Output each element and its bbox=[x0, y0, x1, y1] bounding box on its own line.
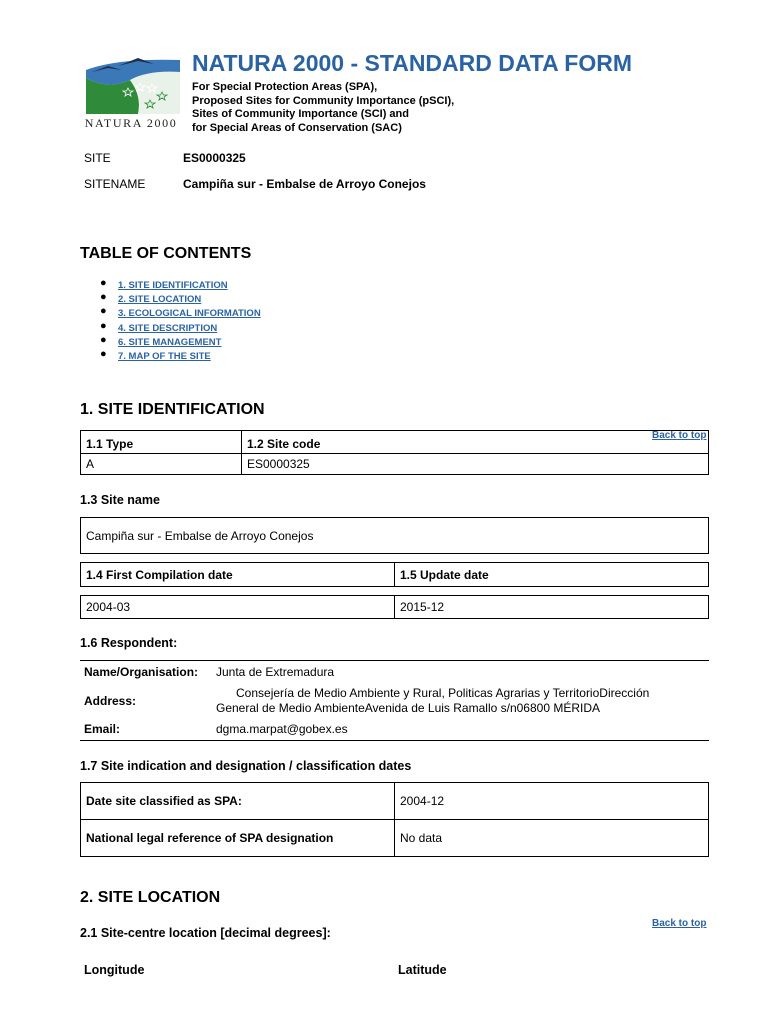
spa-date-value: 2004-12 bbox=[395, 783, 709, 820]
toc-link-site-identification[interactable]: 1. SITE IDENTIFICATION bbox=[118, 280, 228, 291]
bullet-icon: ● bbox=[100, 333, 107, 346]
dates-value-table bbox=[80, 595, 709, 619]
type-code-table bbox=[80, 430, 709, 475]
toc-title: TABLE OF CONTENTS bbox=[80, 245, 252, 262]
designation-heading: 1.7 Site indication and designation / classification dates bbox=[80, 759, 412, 773]
subtitle-line: Proposed Sites for Community Importance (pSCI), bbox=[192, 94, 455, 107]
email-value: dgma.marpat@gobex.es bbox=[216, 722, 348, 736]
first-compilation-value: 2004-03 bbox=[81, 596, 395, 619]
site-label: SITE bbox=[84, 151, 111, 165]
section-2-title: 2. SITE LOCATION bbox=[80, 889, 221, 906]
first-compilation-header: 1.4 First Compilation date bbox=[81, 563, 395, 587]
logo-text: NATURA 2000 bbox=[84, 116, 178, 130]
sitename-value: Campiña sur - Embalse de Arroyo Conejos bbox=[183, 177, 426, 191]
address-line-1: Consejería de Medio Ambiente y Rural, Politicas Agrarias y TerritorioDirección bbox=[236, 686, 650, 700]
respondent-block bbox=[80, 660, 709, 741]
subtitle-line: for Special Areas of Conservation (SAC) bbox=[192, 121, 402, 134]
back-to-top-link[interactable]: Back to top bbox=[652, 430, 707, 441]
toc-link-ecological-information[interactable]: 3. ECOLOGICAL INFORMATION bbox=[118, 308, 261, 320]
page-title: NATURA 2000 - STANDARD DATA FORM bbox=[192, 50, 632, 76]
bullet-icon: ● bbox=[100, 277, 107, 289]
respondent-heading: 1.6 Respondent: bbox=[80, 636, 178, 650]
bullet-icon: ● bbox=[100, 305, 107, 318]
subtitle-line: For Special Protection Areas (SPA), bbox=[192, 81, 378, 93]
site-name-table bbox=[80, 517, 709, 554]
email-label: Email: bbox=[84, 722, 121, 736]
spa-reference-label: National legal reference of SPA designation bbox=[81, 820, 395, 857]
longitude-label: Longitude bbox=[84, 963, 145, 977]
type-header: 1.1 Type bbox=[81, 431, 242, 454]
latitude-label: Latitude bbox=[398, 963, 447, 977]
bullet-icon: ● bbox=[100, 291, 107, 304]
subtitle-line: Sites of Community Importance (SCI) and bbox=[192, 108, 409, 121]
update-date-header: 1.5 Update date bbox=[395, 563, 709, 587]
back-to-top-link[interactable]: Back to top bbox=[652, 918, 707, 929]
toc-link-site-management[interactable]: 6. SITE MANAGEMENT bbox=[118, 336, 222, 348]
name-label: Name/Organisation: bbox=[84, 665, 199, 679]
section-1-title: 1. SITE IDENTIFICATION bbox=[80, 401, 265, 418]
toc-link-map-of-site[interactable]: 7. MAP OF THE SITE bbox=[118, 350, 211, 362]
type-value: A bbox=[81, 454, 242, 475]
site-value: ES0000325 bbox=[183, 151, 246, 165]
address-line-2: General de Medio AmbienteAvenida de Luis Ramallo s/n06800 MÉRIDA bbox=[216, 701, 600, 715]
spa-date-label: Date site classified as SPA: bbox=[81, 783, 395, 820]
bullet-icon: ● bbox=[100, 347, 107, 360]
subtitle bbox=[192, 81, 454, 135]
address-label: Address: bbox=[84, 694, 137, 708]
sitename-label: SITENAME bbox=[84, 177, 146, 191]
natura-2000-logo bbox=[78, 50, 184, 134]
site-name-heading: 1.3 Site name bbox=[80, 493, 160, 507]
designation-table bbox=[80, 782, 709, 857]
logo-graphic-icon bbox=[78, 50, 184, 116]
update-date-value: 2015-12 bbox=[395, 596, 709, 619]
toc-link-site-description[interactable]: 4. SITE DESCRIPTION bbox=[118, 322, 218, 334]
site-centre-heading: 2.1 Site-centre location [decimal degrees]: bbox=[80, 926, 331, 940]
name-value: Junta de Extremadura bbox=[216, 665, 335, 679]
site-code-value: ES0000325 bbox=[242, 454, 709, 475]
toc-link-site-location[interactable]: 2. SITE LOCATION bbox=[118, 294, 202, 306]
bullet-icon: ● bbox=[100, 319, 107, 332]
site-name-value: Campiña sur - Embalse de Arroyo Conejos bbox=[81, 518, 709, 554]
dates-header-table bbox=[80, 562, 709, 587]
spa-reference-value: No data bbox=[395, 820, 709, 857]
site-code-header: 1.2 Site code bbox=[242, 431, 709, 454]
